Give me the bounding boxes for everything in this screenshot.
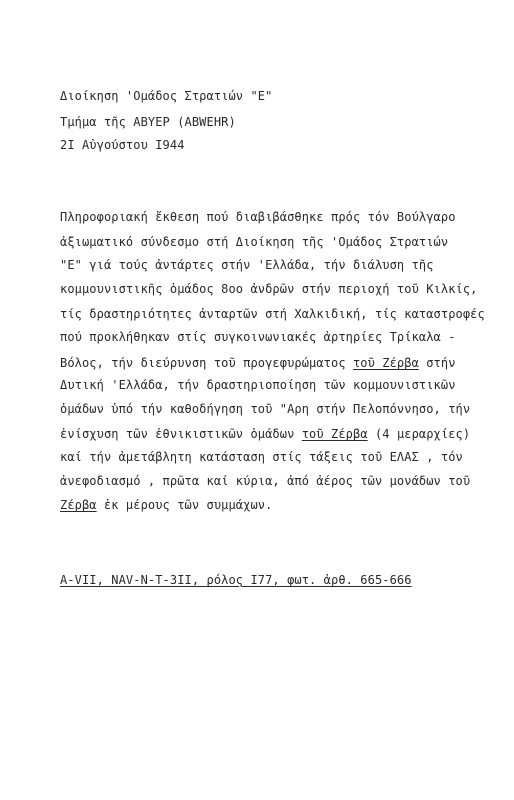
header-command-line: Διοίκηση 'Ομάδος Στρατιών "Ε" [60,89,273,103]
body-line-3: "Ε" γιά τούς ἀντάρτες στήν 'Ελλάδα, τήν διάλυση τῆς [60,258,434,272]
body-line-12: ἀνεφοδιασμό , πρῶτα καί κύρια, ἀπό ἀέρος τῶν μονάδων τοῦ [60,474,471,488]
source-reference: A-VII, NAV-N-T-3II, ρόλος I77, φωτ. ἀρθ. 665-666 [60,573,412,587]
body-line-5: τίς δραστηριότητες ἀνταρτῶν στή Χαλκιδική, τίς καταστροφές [60,307,485,321]
header-department-line: Τμήμα τῆς ΑΒΥΕΡ (ABWEHR) [60,115,236,129]
body-line-4: κομμουνιστικῆς ὁμάδος 8οο ἀνδρῶν στήν περιοχή τοῦ Κιλκίς, [60,282,478,296]
body-line-9: ὁμάδων ὑπό τήν καθοδήγηση τοῦ "Αρη στήν Πελοπόννησο, τήν [60,402,471,416]
underlined-zervas-3: Ζέρβα [60,498,97,512]
body-line-13 [60,498,272,512]
body-line-6: πού προκλήθηκαν στίς συγκοινωνιακές ἀρτηρίες Τρίκαλα - [60,330,456,344]
body-line-7-part-c: στήν [418,356,456,370]
body-line-10-part-a: ἐνίσχυση τῶν ἐθνικιστικῶν ὁμάδων [60,427,302,441]
header-date-line: 2I Αὐγούστου I944 [60,138,185,152]
body-line-7 [60,356,456,370]
underlined-zervas-1: τοῦ Ζέρβα [352,356,419,370]
body-line-13-part-b: ἐκ μέρους τῶν συμμάχων. [96,498,273,512]
body-line-11: καί τήν ἀμετάβλητη κατάσταση στίς τάξεις τοῦ ΕΛΑΣ , τόν [60,450,463,464]
body-line-8: Δυτική 'Ελλάδα, τήν δραστηριοποίηση τῶν κομμουνιστικῶν [60,378,456,392]
body-line-10-part-c: (4 μεραρχίες) [367,427,471,441]
body-line-7-part-a: Βόλος, τήν διεύρυνση τοῦ προγεφυρώματος [60,356,353,370]
underlined-zervas-2: τοῦ Ζέρβα [301,427,368,441]
body-line-10 [60,427,470,441]
body-line-2: ἀξιωματικό σύνδεσμο στή Διοίκηση τῆς 'Ομάδος Στρατιών [60,235,449,249]
body-line-1: Πληροφοριακή ἔκθεση πού διαβιβάσθηκε πρός τόν Βούλγαρο [60,210,456,224]
